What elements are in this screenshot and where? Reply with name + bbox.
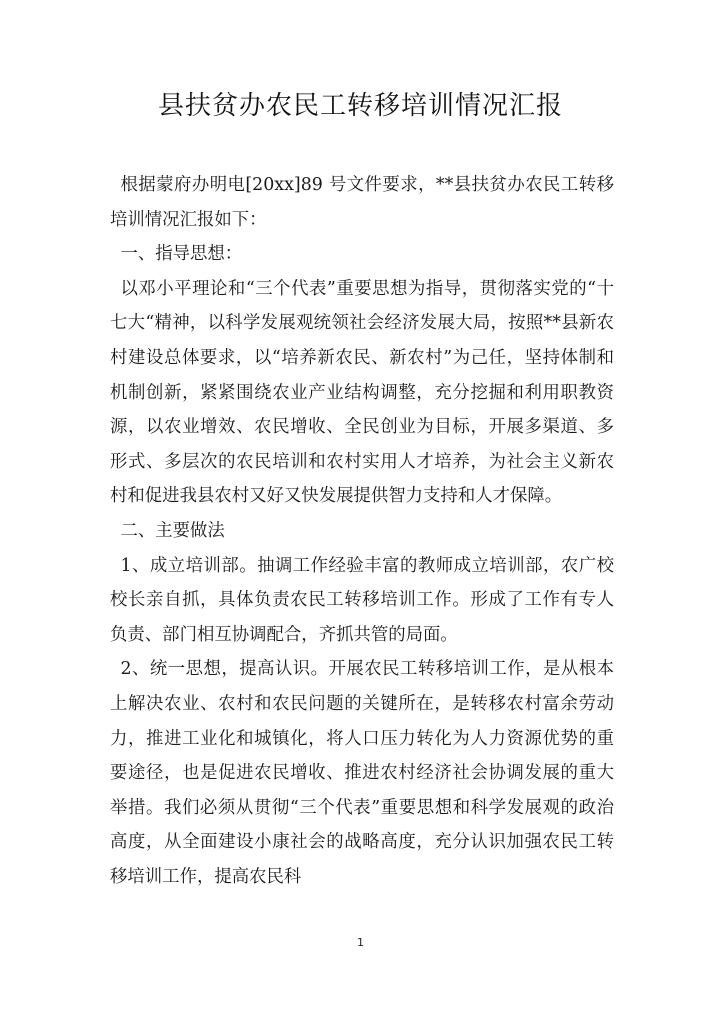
page-number: 1 xyxy=(357,936,364,949)
paragraph-guiding-ideology: 以邓小平理论和“三个代表”重要思想为指导，贯彻落实党的“十七大“精神，以科学发展观统领社会经济发展大局，按照**县新农村建设总体要求，以“培养新农民、新农村”为己任，坚持体制和机制创新，紧紧围绕农业产业结构调整，充分挖掘和利用职教资源，以农业增效、农民增收、全民创业为目标，开展多渠道、多形式、多层次的农民培训和农村实用人才培养，为社会主义新农村和促进我县农村又好又快发展提供智力支持和人才保障。 xyxy=(110,278,614,507)
section-heading-main-practices: 二、主要做法 xyxy=(120,520,225,541)
paragraph-practice-2: 2、统一思想，提高认识。开展农民工转移培训工作，是从根本上解决农业、农村和农民问题的关键所在，是转移农村富余劳动力，推进工业化和城镇化，将人口压力转化为人力资源优势的重要途径，也是促进农民增收、推进农村经济社会协调发展的重大举措。我们必须从贯彻“三个代表”重要思想和科学发展观的政治高度，从全面建设小康社会的战略高度，充分认识加强农民工转移培训工作，提高农民科 xyxy=(110,659,614,887)
document-title: 县扶贫办农民工转移培训情况汇报 xyxy=(157,91,563,121)
document-body xyxy=(110,168,614,894)
paragraph-intro: 根据蒙府办明电[20xx]89 号文件要求，**县扶贫办农民工转移培训情况汇报如下： xyxy=(110,175,614,230)
section-heading-guiding-ideology: 一、指导思想： xyxy=(120,244,243,265)
paragraph-practice-1: 1、成立培训部。抽调工作经验丰富的教师成立培训部，农广校校长亲自抓，具体负责农民工转移培训工作。形成了工作有专人负责、部门相互协调配合，齐抓共管的局面。 xyxy=(110,555,614,645)
